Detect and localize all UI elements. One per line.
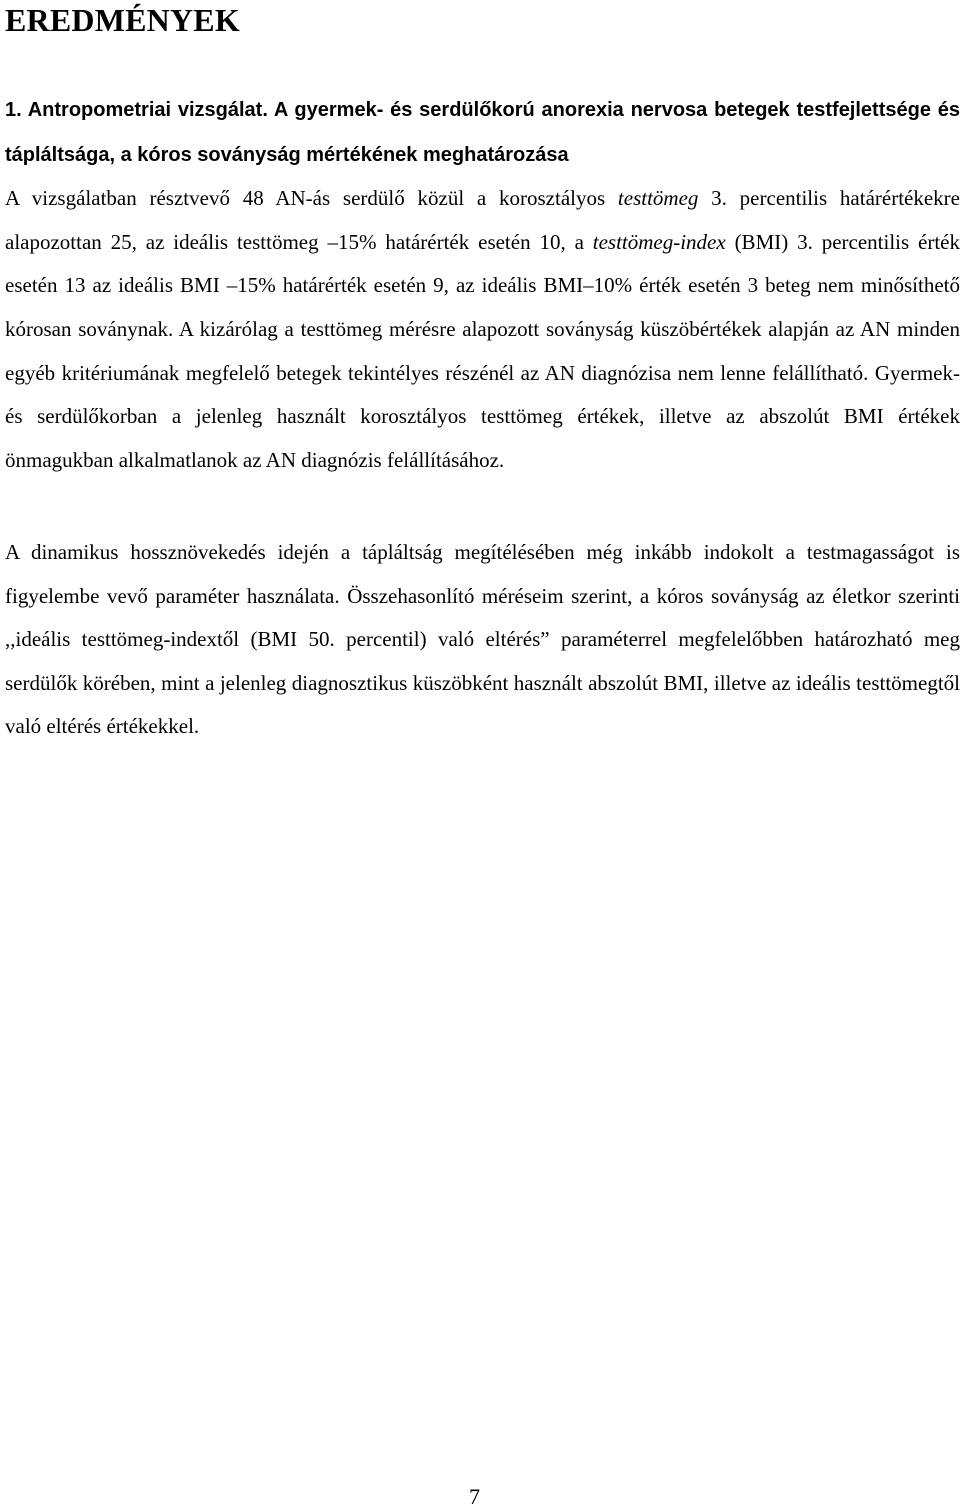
- page-number: 7: [469, 1484, 480, 1509]
- section-paragraph: [5, 88, 960, 482]
- section-title: 1. Antropometriai vizsgálat. A gyermek- és serdülőkorú anorexia nervosa betegek testfejlettsége és tápláltsága, a kóros soványság mértékének meghatározása: [5, 99, 960, 166]
- section-body-text-3: (BMI) 3. percentilis érték esetén 13 az ideális BMI –15% határérték esetén 9, az ideális BMI–10% érték esetén 3 beteg nem minősíthető kórosan soványnak. A kizárólag a testtömeg mérésre alapozott soványság küszöbértékek alapján az AN minden egyéb kritériumának megfelelő betegek tekintélyes részénél az AN diagnózisa nem lenne felállítható. Gyermek- és serdülőkorban a jelenleg használt korosztályos testtömeg értékek, illetve az abszolút BMI értékek önmagukban alkalmatlanok az AN diagnózis felállításához.: [5, 229, 960, 472]
- page-heading: EREDMÉNYEK: [5, 2, 240, 38]
- italic-term-bmi: testtömeg-index: [592, 229, 726, 254]
- section-body-text-2: 3. percentilis határértékekre alapozottan 25, az ideális testtömeg –15% határérték esetén 10, a: [5, 186, 960, 254]
- italic-term-testtomeg: testtömeg: [617, 186, 699, 211]
- section-body-text-1: A vizsgálatban résztvevő 48 AN-ás serdülő közül a korosztályos: [5, 186, 618, 211]
- body-paragraph-2: A dinamikus hossznövekedés idején a tápláltság megítélésében még inkább indokolt a testmagasságot is figyelembe vevő paraméter használata. Összehasonlító méréseim szerint, a kóros soványság az életkor szerinti ,,ideális testtömeg-indextől (BMI 50. percentil) való eltérés” paraméterrel megfelelőbben határozható meg serdülők körében, mint a jelenleg diagnosztikus küszöbként használt abszolút BMI, illetve az ideális testtömegtől való eltérés értékekkel.: [5, 540, 960, 739]
